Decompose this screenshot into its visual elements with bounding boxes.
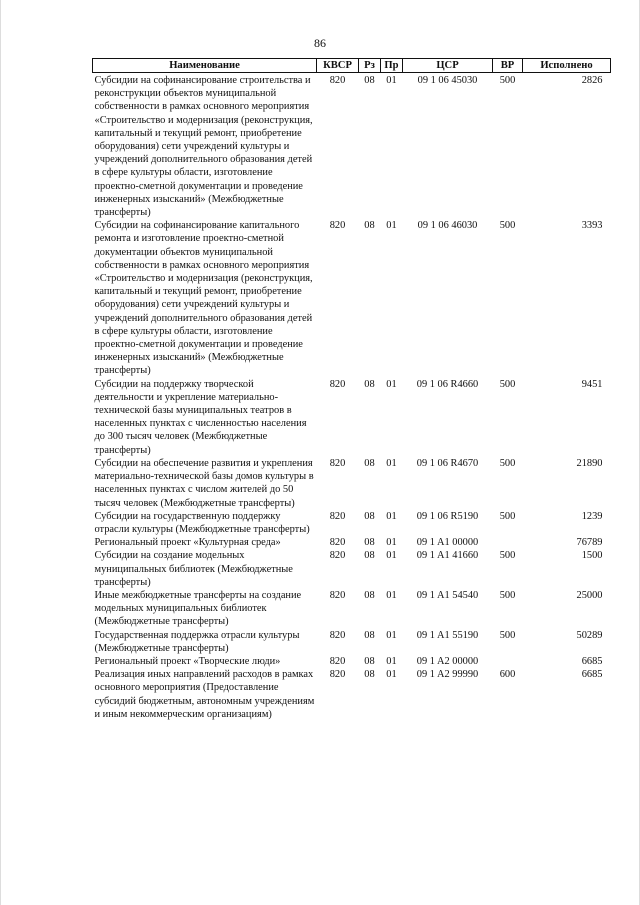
row-name: Иные межбюджетные трансферты на создание модельных муниципальных библиотек (Межбюджетные трансферты) — [94, 589, 302, 628]
row-name: Субсидии на софинансирование капитального ремонта и изготовление проектно-сметной документации объектов муниципальной собственности в рамках основного мероприятия «Строительство и модернизация (реконструкция, капитальный и текущий ремонт, приобретение оборудования) сети учреждений культуры и учреждений дополнительного образования детей в сфере культуры области, изготовление проектно-сметной документации и проведение инженерных изысканий» (Межбюджетные трансферты) — [94, 220, 313, 377]
table-row — [93, 655, 611, 668]
row-rz: 08 — [364, 75, 375, 86]
row-name: Реализация иных направлений расходов в рамках основного мероприятия (Предоставление субсидий бюджетным, автономным учреждениям и иным некоммерческим организациям) — [94, 669, 315, 720]
row-kvsr: 820 — [329, 669, 346, 681]
row-pr: 01 — [386, 537, 397, 549]
row-sum: 76789 — [576, 537, 603, 549]
row-kvsr: 820 — [329, 550, 346, 562]
row-vr — [493, 536, 523, 549]
row-csr: 09 1 A1 55190 — [416, 629, 479, 641]
row-csr: 09 1 06 R4670 — [416, 457, 479, 469]
page-number: 86 — [314, 36, 326, 50]
row-csr: 09 1 A1 54540 — [416, 589, 479, 601]
header-name: Наименование — [93, 59, 317, 73]
row-rz: 08 — [364, 537, 375, 549]
row-vr: 500 — [499, 378, 516, 390]
row-rz: 08 — [364, 550, 375, 562]
row-vr: 500 — [499, 457, 516, 469]
row-sum: 1500 — [581, 550, 603, 562]
row-csr: 09 1 06 45030 — [417, 75, 478, 86]
row-pr: 01 — [386, 629, 397, 641]
header-vr: ВР — [493, 59, 523, 73]
table-row — [93, 73, 611, 220]
header-pr: Пр — [381, 59, 403, 73]
table-body — [93, 73, 611, 721]
row-pr: 01 — [386, 510, 397, 522]
row-pr: 01 — [386, 220, 397, 232]
row-csr: 09 1 06 46030 — [417, 220, 478, 232]
row-kvsr: 820 — [329, 629, 346, 641]
row-pr: 01 — [386, 589, 397, 601]
row-rz: 08 — [364, 457, 375, 469]
row-sum: 50289 — [576, 629, 603, 641]
table-row — [93, 536, 611, 549]
table-row — [93, 378, 611, 457]
row-rz: 08 — [364, 378, 375, 390]
row-pr: 01 — [386, 669, 397, 681]
row-kvsr: 820 — [329, 537, 346, 549]
row-sum: 9451 — [581, 378, 603, 390]
row-vr: 500 — [499, 589, 516, 601]
row-pr: 01 — [386, 550, 397, 562]
table-header — [93, 59, 611, 73]
header-kvsr: КВСР — [317, 59, 359, 73]
row-vr: 600 — [499, 669, 516, 681]
row-csr: 09 1 A1 41660 — [416, 550, 479, 562]
table-row — [93, 589, 611, 629]
row-vr: 500 — [499, 510, 516, 522]
row-pr: 01 — [386, 457, 397, 469]
row-kvsr: 820 — [329, 655, 346, 667]
row-sum: 2826 — [581, 75, 603, 86]
row-name: Региональный проект «Творческие люди» — [94, 655, 281, 667]
row-rz: 08 — [364, 629, 375, 641]
row-vr: 500 — [499, 220, 516, 232]
row-vr — [493, 655, 523, 668]
row-rz: 08 — [364, 669, 375, 681]
table-row — [93, 668, 611, 721]
row-sum: 6685 — [581, 655, 603, 667]
row-kvsr: 820 — [329, 510, 346, 522]
row-sum: 6685 — [581, 669, 603, 681]
row-rz: 08 — [364, 510, 375, 522]
row-pr: 01 — [386, 75, 397, 86]
budget-table — [92, 58, 611, 721]
row-name: Региональный проект «Культурная среда» — [94, 537, 281, 549]
row-csr: 09 1 06 R5190 — [416, 510, 479, 522]
row-vr: 500 — [499, 629, 516, 641]
row-name: Государственная поддержка отрасли культуры (Межбюджетные трансферты) — [94, 629, 300, 654]
row-name: Субсидии на создание модельных муниципальных библиотек (Межбюджетные трансферты) — [94, 550, 293, 588]
row-name: Субсидии на поддержку творческой деятельности и укрепление материально-технической базы муниципальных театров в населенных пунктах с численностью населения до 300 тысяч человек (Межбюджетные трансферты) — [94, 378, 307, 456]
row-kvsr: 820 — [329, 75, 346, 86]
row-kvsr: 820 — [329, 457, 346, 469]
row-kvsr: 820 — [329, 378, 346, 390]
header-csr: ЦСР — [403, 59, 493, 73]
row-rz: 08 — [364, 655, 375, 667]
row-name: Субсидии на государственную поддержку отрасли культуры (Межбюджетные трансферты) — [94, 510, 310, 535]
row-vr: 500 — [499, 550, 516, 562]
table-row — [93, 510, 611, 536]
header-sum: Исполнено — [523, 59, 611, 73]
table-row — [93, 457, 611, 510]
row-name: Субсидии на обеспечение развития и укрепления материально-технической базы домов культуры в населенных пунктах с числом жителей до 50 тысяч человек (Межбюджетные трансферты) — [94, 457, 314, 509]
row-pr: 01 — [386, 378, 397, 390]
row-sum: 21890 — [576, 457, 603, 469]
row-csr: 09 1 A2 00000 — [416, 655, 479, 667]
row-vr: 500 — [499, 75, 516, 86]
table-row — [93, 629, 611, 655]
row-csr: 09 1 06 R4660 — [416, 378, 479, 390]
row-kvsr: 820 — [329, 220, 346, 232]
row-rz: 08 — [364, 220, 375, 232]
row-csr: 09 1 A2 99990 — [416, 669, 479, 681]
scan-left-edge — [0, 0, 1, 905]
row-rz: 08 — [364, 589, 375, 601]
table-row — [93, 219, 611, 377]
row-kvsr: 820 — [329, 589, 346, 601]
header-rz: Рз — [359, 59, 381, 73]
row-sum: 3393 — [581, 220, 603, 232]
row-sum: 1239 — [581, 510, 603, 522]
row-sum: 25000 — [576, 589, 603, 601]
table-row — [93, 549, 611, 589]
row-csr: 09 1 A1 00000 — [416, 537, 479, 549]
row-pr: 01 — [386, 655, 397, 667]
row-name: Субсидии на софинансирование строительства и реконструкции объектов муниципальной собственности в рамках основного мероприятия «Строительство и модернизация (реконструкция, капитальный и текущий ремонт, приобретение оборудования) сети учреждений культуры и учреждений дополнительного образования детей в сфере культуры области, изготовление проектно-сметной документации и проведение инженерных изысканий» (Межбюджетные трансферты) — [94, 75, 313, 219]
